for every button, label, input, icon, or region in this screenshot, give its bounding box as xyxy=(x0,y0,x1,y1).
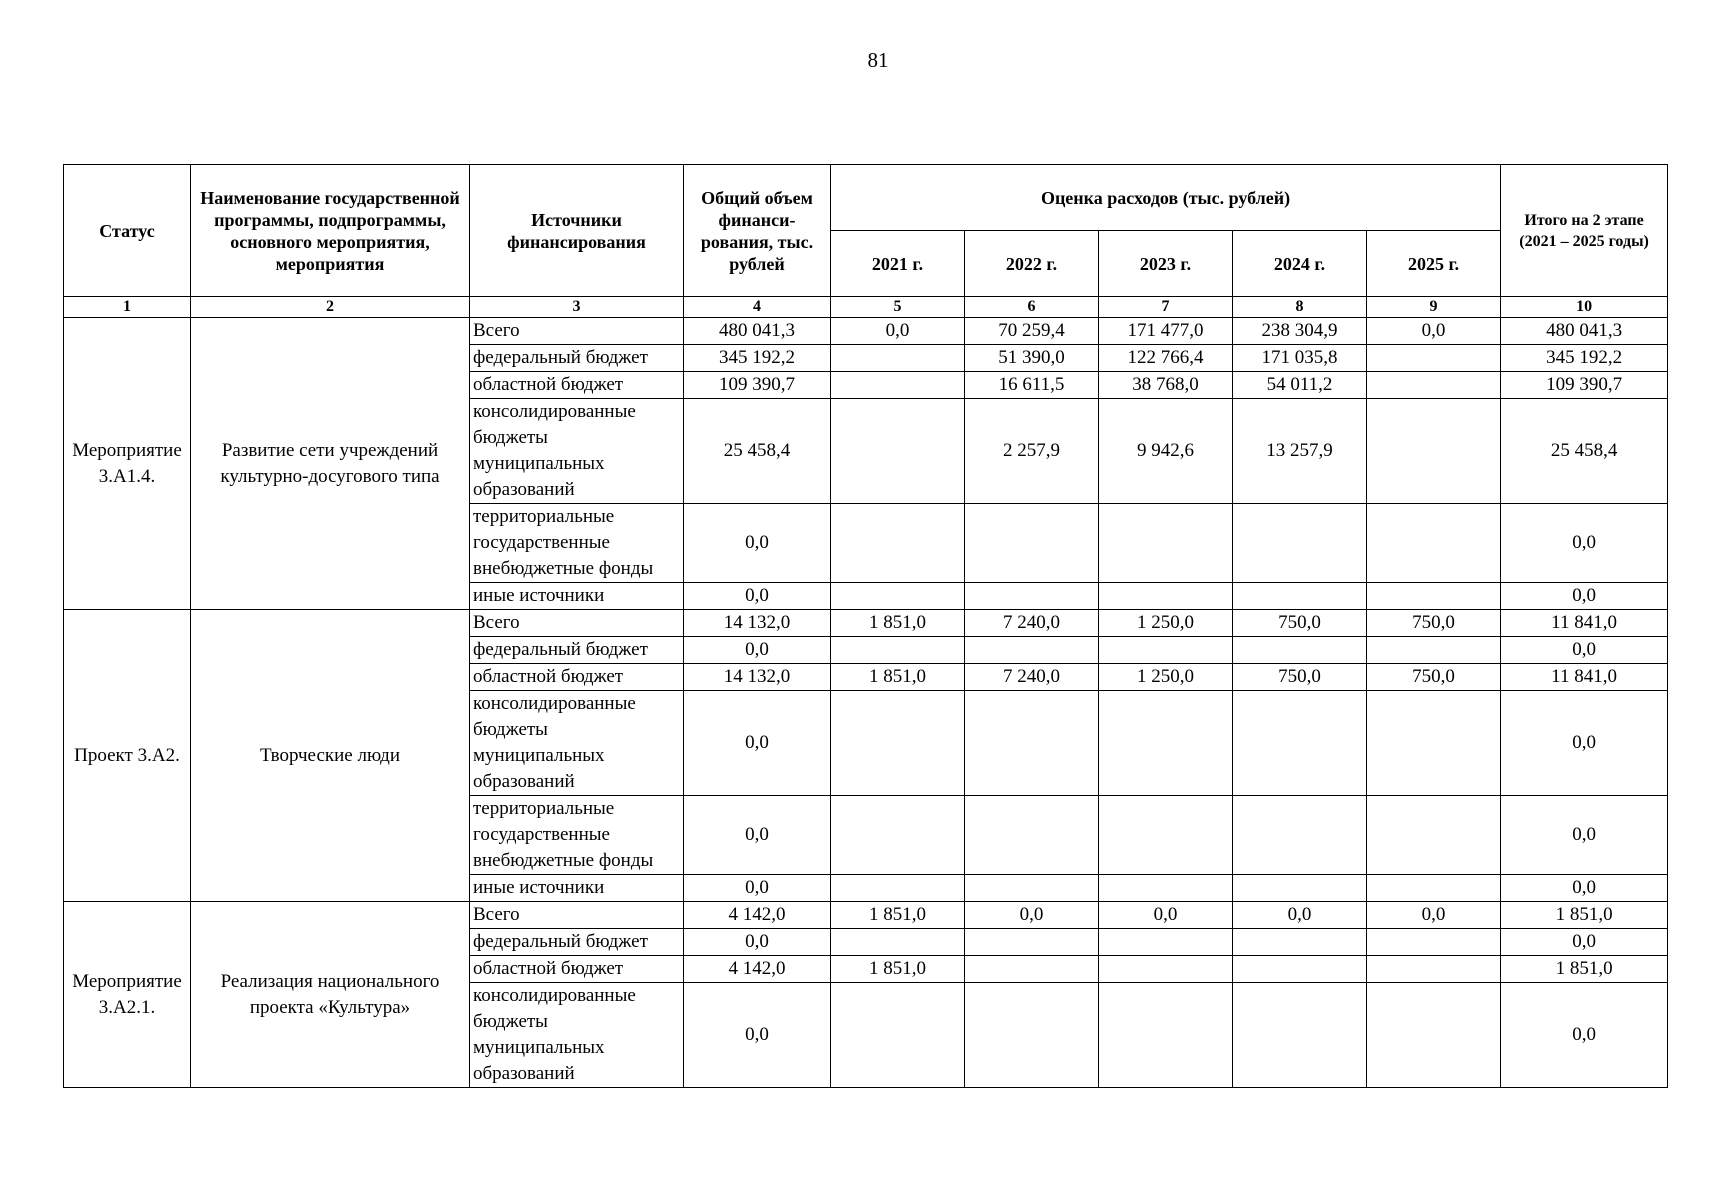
year-cell xyxy=(1367,345,1501,372)
year-cell: 70 259,4 xyxy=(965,318,1099,345)
year-cell xyxy=(831,504,965,583)
year-cell xyxy=(1367,372,1501,399)
source-cell: иные источники xyxy=(470,875,684,902)
column-number: 4 xyxy=(684,297,831,318)
year-cell: 750,0 xyxy=(1367,664,1501,691)
stage-cell: 0,0 xyxy=(1501,691,1668,796)
header-status: Статус xyxy=(64,165,191,297)
source-cell: Всего xyxy=(470,902,684,929)
year-cell: 1 250,0 xyxy=(1099,664,1233,691)
total-cell: 0,0 xyxy=(684,691,831,796)
year-cell xyxy=(831,983,965,1088)
total-cell: 0,0 xyxy=(684,637,831,664)
total-cell: 0,0 xyxy=(684,796,831,875)
year-cell: 1 851,0 xyxy=(831,956,965,983)
year-cell xyxy=(1233,956,1367,983)
total-cell: 25 458,4 xyxy=(684,399,831,504)
year-cell xyxy=(831,929,965,956)
stage-cell: 11 841,0 xyxy=(1501,664,1668,691)
total-cell: 4 142,0 xyxy=(684,902,831,929)
year-cell xyxy=(1099,929,1233,956)
year-cell xyxy=(831,875,965,902)
year-cell xyxy=(1233,983,1367,1088)
year-cell: 1 851,0 xyxy=(831,664,965,691)
year-cell xyxy=(965,691,1099,796)
header-total-volume: Общий объем финанси-рования, тыс. рублей xyxy=(684,165,831,297)
source-cell: иные источники xyxy=(470,583,684,610)
year-cell: 750,0 xyxy=(1233,610,1367,637)
year-cell xyxy=(1367,796,1501,875)
year-cell: 51 390,0 xyxy=(965,345,1099,372)
year-cell xyxy=(1233,583,1367,610)
financing-table xyxy=(63,164,1668,1088)
year-cell xyxy=(831,637,965,664)
total-cell: 0,0 xyxy=(684,983,831,1088)
source-cell: Всего xyxy=(470,318,684,345)
year-cell: 1 250,0 xyxy=(1099,610,1233,637)
year-cell xyxy=(831,583,965,610)
year-cell: 0,0 xyxy=(831,318,965,345)
year-cell xyxy=(965,956,1099,983)
stage-cell: 1 851,0 xyxy=(1501,902,1668,929)
year-cell xyxy=(1099,504,1233,583)
year-cell xyxy=(831,372,965,399)
source-cell: Всего xyxy=(470,610,684,637)
stage-cell: 1 851,0 xyxy=(1501,956,1668,983)
year-cell xyxy=(1099,583,1233,610)
year-cell xyxy=(965,637,1099,664)
header-year: 2022 г. xyxy=(965,231,1099,297)
source-cell: территориальные государственные внебюджетные фонды xyxy=(470,504,684,583)
name-cell: Развитие сети учреждений культурно-досугового типа xyxy=(191,318,470,610)
year-cell: 1 851,0 xyxy=(831,902,965,929)
year-cell xyxy=(1233,796,1367,875)
stage-cell: 0,0 xyxy=(1501,637,1668,664)
status-cell: Проект 3.А2. xyxy=(64,610,191,902)
column-number: 6 xyxy=(965,297,1099,318)
year-cell xyxy=(965,504,1099,583)
stage-cell: 25 458,4 xyxy=(1501,399,1668,504)
source-cell: федеральный бюджет xyxy=(470,929,684,956)
column-numbers-row xyxy=(64,297,1668,318)
year-cell xyxy=(965,875,1099,902)
year-cell xyxy=(1367,956,1501,983)
year-cell xyxy=(831,691,965,796)
source-cell: областной бюджет xyxy=(470,372,684,399)
year-cell xyxy=(1367,504,1501,583)
source-cell: областной бюджет xyxy=(470,664,684,691)
column-number: 7 xyxy=(1099,297,1233,318)
source-cell: федеральный бюджет xyxy=(470,345,684,372)
year-cell xyxy=(1099,956,1233,983)
year-cell: 171 477,0 xyxy=(1099,318,1233,345)
source-cell: консолидированные бюджеты муниципальных образований xyxy=(470,691,684,796)
stage-cell: 0,0 xyxy=(1501,583,1668,610)
total-cell: 0,0 xyxy=(684,875,831,902)
total-cell: 0,0 xyxy=(684,929,831,956)
year-cell: 16 611,5 xyxy=(965,372,1099,399)
year-cell xyxy=(1233,637,1367,664)
year-cell: 0,0 xyxy=(1099,902,1233,929)
year-cell xyxy=(1367,637,1501,664)
column-number: 8 xyxy=(1233,297,1367,318)
year-cell: 122 766,4 xyxy=(1099,345,1233,372)
year-cell: 0,0 xyxy=(1367,902,1501,929)
status-cell: Мероприятие 3.А1.4. xyxy=(64,318,191,610)
stage-cell: 0,0 xyxy=(1501,875,1668,902)
table-row xyxy=(64,318,1668,345)
header-sources: Источники финансирования xyxy=(470,165,684,297)
source-cell: территориальные государственные внебюджетные фонды xyxy=(470,796,684,875)
year-cell xyxy=(1099,691,1233,796)
header-stage-total: Итого на 2 этапе (2021 – 2025 годы) xyxy=(1501,165,1668,297)
source-cell: консолидированные бюджеты муниципальных образований xyxy=(470,983,684,1088)
year-cell xyxy=(1367,583,1501,610)
header-name: Наименование государственной программы, подпрограммы, основного мероприятия, мероприятия xyxy=(191,165,470,297)
year-cell xyxy=(1099,983,1233,1088)
header-year: 2021 г. xyxy=(831,231,965,297)
column-number: 5 xyxy=(831,297,965,318)
header-year: 2023 г. xyxy=(1099,231,1233,297)
stage-cell: 11 841,0 xyxy=(1501,610,1668,637)
total-cell: 0,0 xyxy=(684,583,831,610)
year-cell: 0,0 xyxy=(1233,902,1367,929)
stage-cell: 0,0 xyxy=(1501,796,1668,875)
total-cell: 14 132,0 xyxy=(684,664,831,691)
year-cell xyxy=(1099,796,1233,875)
year-cell: 2 257,9 xyxy=(965,399,1099,504)
header-estimate: Оценка расходов (тыс. рублей) xyxy=(831,165,1501,231)
column-number: 2 xyxy=(191,297,470,318)
name-cell: Творческие люди xyxy=(191,610,470,902)
year-cell: 750,0 xyxy=(1233,664,1367,691)
total-cell: 345 192,2 xyxy=(684,345,831,372)
year-cell xyxy=(965,583,1099,610)
source-cell: федеральный бюджет xyxy=(470,637,684,664)
year-cell: 7 240,0 xyxy=(965,664,1099,691)
year-cell xyxy=(1233,875,1367,902)
source-cell: консолидированные бюджеты муниципальных образований xyxy=(470,399,684,504)
year-cell xyxy=(1233,504,1367,583)
source-cell: областной бюджет xyxy=(470,956,684,983)
year-cell: 1 851,0 xyxy=(831,610,965,637)
year-cell: 7 240,0 xyxy=(965,610,1099,637)
year-cell xyxy=(831,796,965,875)
year-cell: 13 257,9 xyxy=(1233,399,1367,504)
year-cell xyxy=(1367,399,1501,504)
stage-cell: 0,0 xyxy=(1501,983,1668,1088)
stage-cell: 480 041,3 xyxy=(1501,318,1668,345)
year-cell: 171 035,8 xyxy=(1233,345,1367,372)
year-cell xyxy=(1233,691,1367,796)
total-cell: 480 041,3 xyxy=(684,318,831,345)
column-number: 9 xyxy=(1367,297,1501,318)
stage-cell: 0,0 xyxy=(1501,929,1668,956)
stage-cell: 109 390,7 xyxy=(1501,372,1668,399)
year-cell: 0,0 xyxy=(1367,318,1501,345)
page-number: 81 xyxy=(867,48,889,72)
stage-cell: 345 192,2 xyxy=(1501,345,1668,372)
year-cell: 750,0 xyxy=(1367,610,1501,637)
year-cell xyxy=(1367,875,1501,902)
year-cell: 54 011,2 xyxy=(1233,372,1367,399)
year-cell xyxy=(1367,929,1501,956)
status-cell: Мероприятие 3.А2.1. xyxy=(64,902,191,1088)
total-cell: 109 390,7 xyxy=(684,372,831,399)
year-cell xyxy=(965,796,1099,875)
header-year: 2024 г. xyxy=(1233,231,1367,297)
stage-cell: 0,0 xyxy=(1501,504,1668,583)
year-cell: 238 304,9 xyxy=(1233,318,1367,345)
year-cell xyxy=(1099,637,1233,664)
column-number: 3 xyxy=(470,297,684,318)
name-cell: Реализация национального проекта «Культура» xyxy=(191,902,470,1088)
year-cell xyxy=(1233,929,1367,956)
year-cell xyxy=(1367,691,1501,796)
year-cell xyxy=(831,399,965,504)
column-number: 1 xyxy=(64,297,191,318)
total-cell: 4 142,0 xyxy=(684,956,831,983)
year-cell xyxy=(1367,983,1501,1088)
year-cell: 0,0 xyxy=(965,902,1099,929)
total-cell: 0,0 xyxy=(684,504,831,583)
total-cell: 14 132,0 xyxy=(684,610,831,637)
year-cell: 9 942,6 xyxy=(1099,399,1233,504)
year-cell: 38 768,0 xyxy=(1099,372,1233,399)
year-cell xyxy=(965,983,1099,1088)
header-year: 2025 г. xyxy=(1367,231,1501,297)
column-number: 10 xyxy=(1501,297,1668,318)
year-cell xyxy=(831,345,965,372)
year-cell xyxy=(1099,875,1233,902)
table-row xyxy=(64,610,1668,637)
table-row xyxy=(64,902,1668,929)
year-cell xyxy=(965,929,1099,956)
